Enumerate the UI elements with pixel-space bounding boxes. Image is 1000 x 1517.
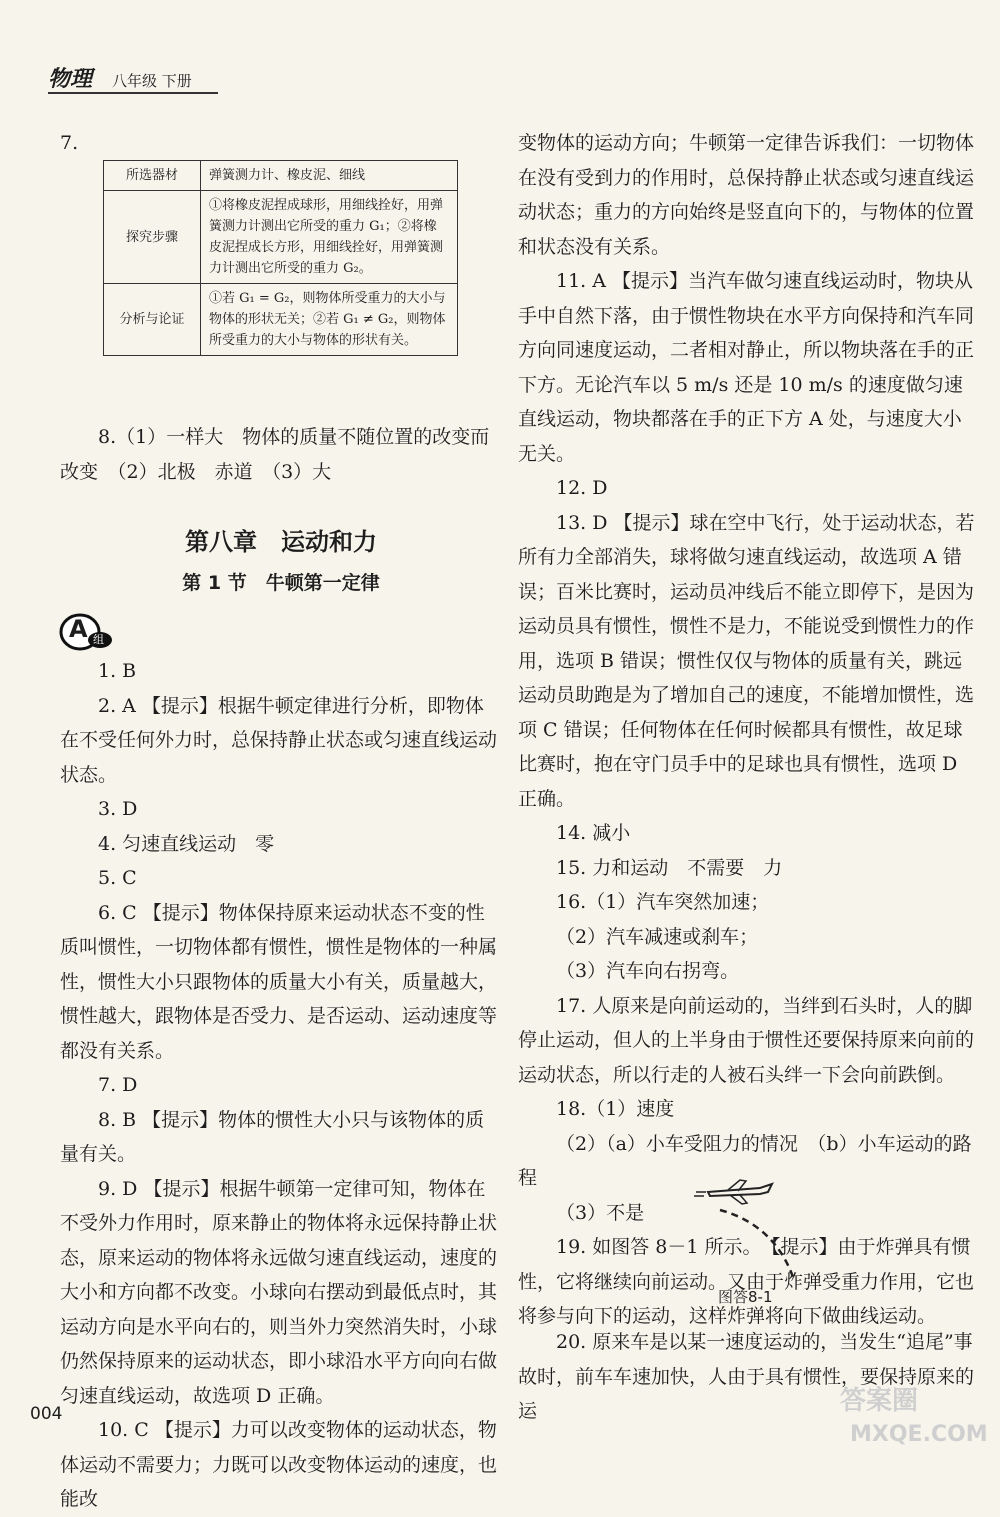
experiment-table bbox=[103, 160, 458, 356]
chapter-title: 第八章 运动和力 bbox=[185, 528, 377, 556]
list-item: 12. D bbox=[556, 477, 608, 499]
page-number: 004 bbox=[30, 1404, 63, 1424]
list-item: （3）汽车向右拐弯。 bbox=[556, 960, 740, 982]
list-item: 6. C 【提示】物体保持原来运动状态不变的性质叫惯性，一切物体都有惯性，惯性是物体的一种属性，惯性大小只跟物体的质量大小有关，质量越大，惯性越大，跟物体是否受力、是否运动、运动速度等都没有关系。 bbox=[60, 901, 498, 1062]
list-item: 15. 力和运动 不需要 力 bbox=[556, 856, 783, 879]
list-item: 1. B bbox=[98, 660, 137, 682]
list-item: （2）（a）小车受阻力的情况 （b）小车运动的路程 bbox=[518, 1132, 972, 1189]
list-item: 5. C bbox=[98, 867, 137, 889]
table-row bbox=[104, 284, 458, 356]
plane-bomb-trajectory-icon bbox=[690, 1178, 810, 1288]
list-item: 18.（1）速度 bbox=[556, 1098, 675, 1120]
list-item: 3. D bbox=[98, 798, 138, 820]
q7-label: 7. bbox=[60, 132, 79, 154]
list-item: 7. D bbox=[98, 1074, 138, 1096]
list-item: 4. 匀速直线运动 零 bbox=[98, 832, 275, 855]
list-item: 17. 人原来是向前运动的，当绊到石头时，人的脚停止运动，但人的上半身由于惯性还要保持原来向前的运动状态，所以行走的人被石头绊一下会向前跌倒。 bbox=[518, 994, 975, 1086]
list-item: 16.（1）汽车突然加速； bbox=[556, 891, 770, 913]
group-a-badge bbox=[58, 612, 114, 652]
subject-logo: 物理 bbox=[48, 67, 93, 92]
table-row bbox=[104, 161, 458, 191]
watermark-url: MXQE.COM bbox=[850, 1422, 988, 1447]
left-answers bbox=[60, 654, 502, 1517]
badge-letter: A bbox=[69, 615, 88, 643]
list-item: （3）不是 bbox=[556, 1201, 645, 1224]
table-row bbox=[104, 191, 458, 284]
answer-text: 20. 原来车是以某一速度运动的，当发生“追尾”事故时，前车车速加快，人由于具有惯性，要保持原来的运 bbox=[518, 1331, 975, 1422]
grade-label: 八年级 下册 bbox=[112, 72, 192, 90]
list-item: 变物体的运动方向；牛顿第一定律告诉我们：一切物体在没有受到力的作用时，总保持静止状态或匀速直线运动状态；重力的方向始终是竖直向下的，与物体的位置和状态没有关系。 bbox=[518, 132, 975, 258]
table-value: 弹簧测力计、橡皮泥、细线 bbox=[201, 161, 458, 191]
watermark-logo: 答案圈 bbox=[840, 1386, 919, 1416]
table-key: 探究步骤 bbox=[104, 191, 201, 284]
header-rule bbox=[48, 92, 218, 94]
section-title: 第 1 节 牛顿第一定律 bbox=[182, 572, 380, 594]
table-value: ①将橡皮泥捏成球形，用细线拴好，用弹簧测力计测出它所受的重力 G₁；②将橡皮泥捏成长方形，用细线拴好，用弹簧测力计测出它所受的重力 G₂。 bbox=[201, 191, 458, 284]
badge-small: 组 bbox=[93, 633, 104, 646]
list-item: 2. A 【提示】根据牛顿定律进行分析，即物体在不受任何外力时，总保持静止状态或匀速直线运动状态。 bbox=[60, 694, 498, 786]
list-item: 11. A 【提示】当汽车做匀速直线运动时，物块从手中自然下落，由于惯性物块在水平方向保持和汽车同方向同速度运动，二者相对静止，所以物块落在手的正下方。无论汽车以 5 m/s 还是 10 m/s 的速度做匀速直线运动，物块都落在手的正下方 A 处，与速度大小无关。 bbox=[518, 270, 975, 465]
answer-text: 8.（1）一样大 物体的质量不随位置的改变而改变 （2）北极 赤道 （3）大 bbox=[60, 426, 490, 483]
list-item: 10. C 【提示】力可以改变物体的运动状态，物体运动不需要力；力既可以改变物体运动的速度，也能改 bbox=[60, 1419, 498, 1510]
list-item: 19. 如图答 8－1 所示。 【提示】由于炸弹具有惯性，它将继续向前运动。又由于炸弹受重力作用，它也将参与向下的运动，这样炸弹将向下做曲线运动。 bbox=[518, 1236, 975, 1327]
list-item: （2）汽车减速或刹车； bbox=[556, 925, 759, 948]
list-item: 9. D 【提示】根据牛顿第一定律可知，物体在不受外力作用时，原来静止的物体将永远保持静止状态，原来运动的物体将永远做匀速直线运动，速度的大小和方向都不改变。小球向右摆动到最低点时，其运动方向是水平向右的，则当外力突然消失时，小球仍然保持原来的运动状态，即小球沿水平方向向右做匀速直线运动，故选项 D 正确。 bbox=[60, 1177, 498, 1407]
list-item: 13. D 【提示】球在空中飞行，处于运动状态，若所有力全部消失，球将做匀速直线运动，故选项 A 错误；百米比赛时，运动员冲线后不能立即停下，是因为运动员具有惯性，惯性不是力，不能说受到惯性力的作用，选项 B 错误；惯性仅仅与物体的质量有关，跳远运动员助跑是为了增加自己的速度，不能增加惯性，选项 C 错误；任何物体在任何时候都具有惯性，故足球比赛时，抱在守门员手中的足球也具有惯性，选项 D 正确。 bbox=[518, 511, 975, 810]
list-item: 8. B 【提示】物体的惯性大小只与该物体的质量有关。 bbox=[60, 1108, 485, 1165]
q8-answer bbox=[60, 420, 502, 489]
table-key: 分析与论证 bbox=[104, 284, 201, 356]
table-key: 所选器材 bbox=[104, 161, 201, 191]
list-item: 14. 减小 bbox=[556, 822, 631, 844]
right-answers bbox=[518, 126, 976, 1334]
table-value: ①若 G₁ = G₂，则物体所受重力的大小与物体的形状无关；②若 G₁ ≠ G₂，则物体所受重力的大小与物体的形状有关。 bbox=[201, 284, 458, 356]
figure-caption: 图答8-1 bbox=[718, 1288, 773, 1306]
figure-8-1 bbox=[690, 1178, 810, 1288]
